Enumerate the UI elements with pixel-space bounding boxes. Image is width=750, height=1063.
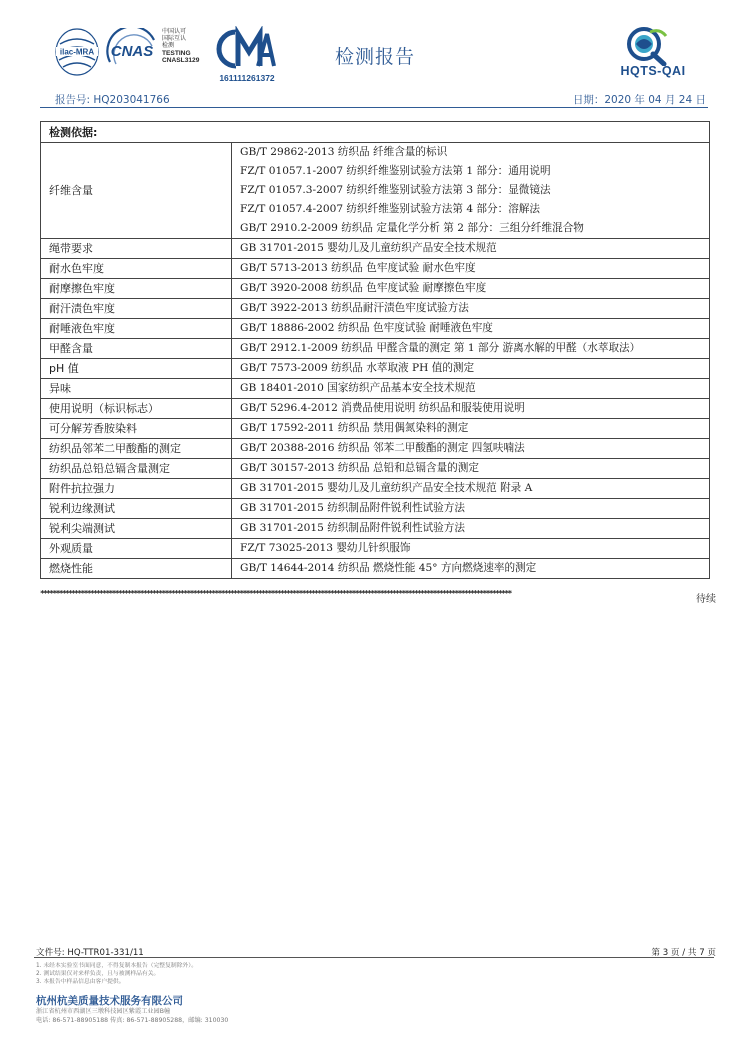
table-row [41,399,710,419]
company-name: 杭州杭美质量技术服务有限公司 [36,995,183,1007]
test-standard: GB/T 5713-2013 纺织品 色牢度试验 耐水色牢度 [232,259,710,279]
hqts-label: HQTS-QAI [620,64,686,78]
table-row [41,559,710,579]
cnas-line-2: 国际互认 [162,35,187,43]
test-standard: GB/T 14644-2014 纺织品 燃烧性能 45° 方向燃烧速率的测定 [232,559,710,579]
footer-divider [34,957,714,958]
hqts-logo [620,24,676,66]
test-standard: GB/T 20388-2016 纺织品 邻苯二甲酸酯的测定 四氢呋喃法 [232,439,710,459]
table-row [41,143,710,239]
test-standard: GB/T 7573-2009 纺织品 水萃取液 PH 值的测定 [232,359,710,379]
test-standard: GB/T 3922-2013 纺织品耐汗渍色牢度试验方法 [232,299,710,319]
test-standard: GB 31701-2015 婴幼儿及儿童纺织产品安全技术规范 [232,239,710,259]
table-row [41,419,710,439]
test-standard: GB/T 17592-2011 纺织品 禁用偶氮染料的测定 [232,419,710,439]
test-item: 甲醛含量 [41,339,232,359]
test-item: pH 值 [41,359,232,379]
test-standard: GB/T 30157-2013 纺织品 总铅和总镉含量的测定 [232,459,710,479]
table-row [41,439,710,459]
test-item: 使用说明（标识标志） [41,399,232,419]
test-item: 锐利尖端测试 [41,519,232,539]
test-item: 耐摩擦色牢度 [41,279,232,299]
table-heading-row [41,122,710,143]
company-contact: 电话: 86-571-88905188 传真: 86-571-88905288，邮编: 310030 [36,1017,229,1024]
table-heading: 检测依据: [41,122,710,143]
svg-text:ilac-MRA: ilac-MRA [59,47,95,57]
test-standard: GB/T 29862-2013 纺织品 纤维含量的标识 [240,146,448,158]
test-standard: GB/T 5296.4-2012 消费品使用说明 纺织品和服装使用说明 [232,399,710,419]
table-row [41,259,710,279]
separator-line: ******************************************************************************************************************************************************* [40,589,511,598]
test-standard: FZ/T 01057.3-2007 纺织纤维鉴别试验方法第 3 部分：显微镜法 [240,184,551,196]
report-date: 日期：2020 年 04 月 24 日 [572,94,706,106]
test-item: 绳带要求 [41,239,232,259]
test-item: 耐水色牢度 [41,259,232,279]
cnas-line-4: TESTING [162,49,191,57]
table-row [41,539,710,559]
fibre-standards-cell [232,143,710,239]
cnas-line-5: CNASL3129 [162,56,200,64]
page-number: 第 3 页 / 共 7 页 [651,948,716,958]
table-row [41,519,710,539]
test-standard: GB 31701-2015 纺织制品附件锐利性试验方法 [232,499,710,519]
footer-note: 1. 未经本实验室书面同意，不得复制本报告（完整复制除外）。 [36,963,197,969]
table-row [41,459,710,479]
test-item: 燃烧性能 [41,559,232,579]
footer-note: 2. 测试结果仅对来样负责，且与被测样品有关。 [36,971,160,977]
cnas-line-3: 检测 [162,42,175,50]
continued-label: 待续 [696,594,716,605]
table-row [41,339,710,359]
company-address: 浙江省杭州市西湖区三墩科技园区紫霞工业园B幢 [36,1008,171,1015]
test-item: 锐利边缘测试 [41,499,232,519]
test-item: 纺织品邻苯二甲酸酯的测定 [41,439,232,459]
report-number: 报告号: HQ203041766 [55,94,170,106]
cma-certificate-number: 161111261372 [219,73,275,83]
test-standard: GB/T 2910.2-2009 纺织品 定量化学分析 第 2 部分：三组分纤维混合物 [240,222,584,234]
cnas-line-1: 中国认可 [162,28,187,35]
header-divider [40,107,708,108]
svg-text:CNAS: CNAS [110,43,154,60]
test-item: 外观质量 [41,539,232,559]
test-item: 纺织品总铅总镉含量测定 [41,459,232,479]
test-basis-table [40,121,710,579]
test-standard: GB 31701-2015 纺织制品附件锐利性试验方法 [232,519,710,539]
test-item: 附件抗拉强力 [41,479,232,499]
table-row [41,359,710,379]
table-row [41,299,710,319]
test-standard: FZ/T 01057.4-2007 纺织纤维鉴别试验方法第 4 部分：溶解法 [240,203,540,215]
table-row [41,499,710,519]
footer-note: 3. 本报告中样品信息由客户提供。 [36,979,125,985]
table-row [41,479,710,499]
test-standard: GB 31701-2015 婴幼儿及儿童纺织产品安全技术规范 附录 A [232,479,710,499]
table-row [41,239,710,259]
test-item: 耐唾液色牢度 [41,319,232,339]
file-number: 文件号: HQ-TTR01-331/11 [36,948,144,958]
report-title: 检测报告 [334,46,415,68]
test-standard: FZ/T 01057.1-2007 纺织纤维鉴别试验方法第 1 部分：通用说明 [240,165,551,177]
table-row [41,319,710,339]
test-standard: GB 18401-2010 国家纺织产品基本安全技术规范 [232,379,710,399]
table-row [41,379,710,399]
test-item: 异味 [41,379,232,399]
test-item: 可分解芳香胺染料 [41,419,232,439]
test-item: 耐汗渍色牢度 [41,299,232,319]
test-standard: GB/T 18886-2002 纺织品 色牢度试验 耐唾液色牢度 [232,319,710,339]
table-row [41,279,710,299]
test-standard: FZ/T 73025-2013 婴幼儿针织服饰 [232,539,710,559]
test-standard: GB/T 2912.1-2009 纺织品 甲醛含量的测定 第 1 部分 游离水解的甲醛（水萃取法） [232,339,710,359]
test-standard: GB/T 3920-2008 纺织品 色牢度试验 耐摩擦色牢度 [232,279,710,299]
company-info [36,1007,296,1025]
test-item: 纤维含量 [41,143,232,239]
